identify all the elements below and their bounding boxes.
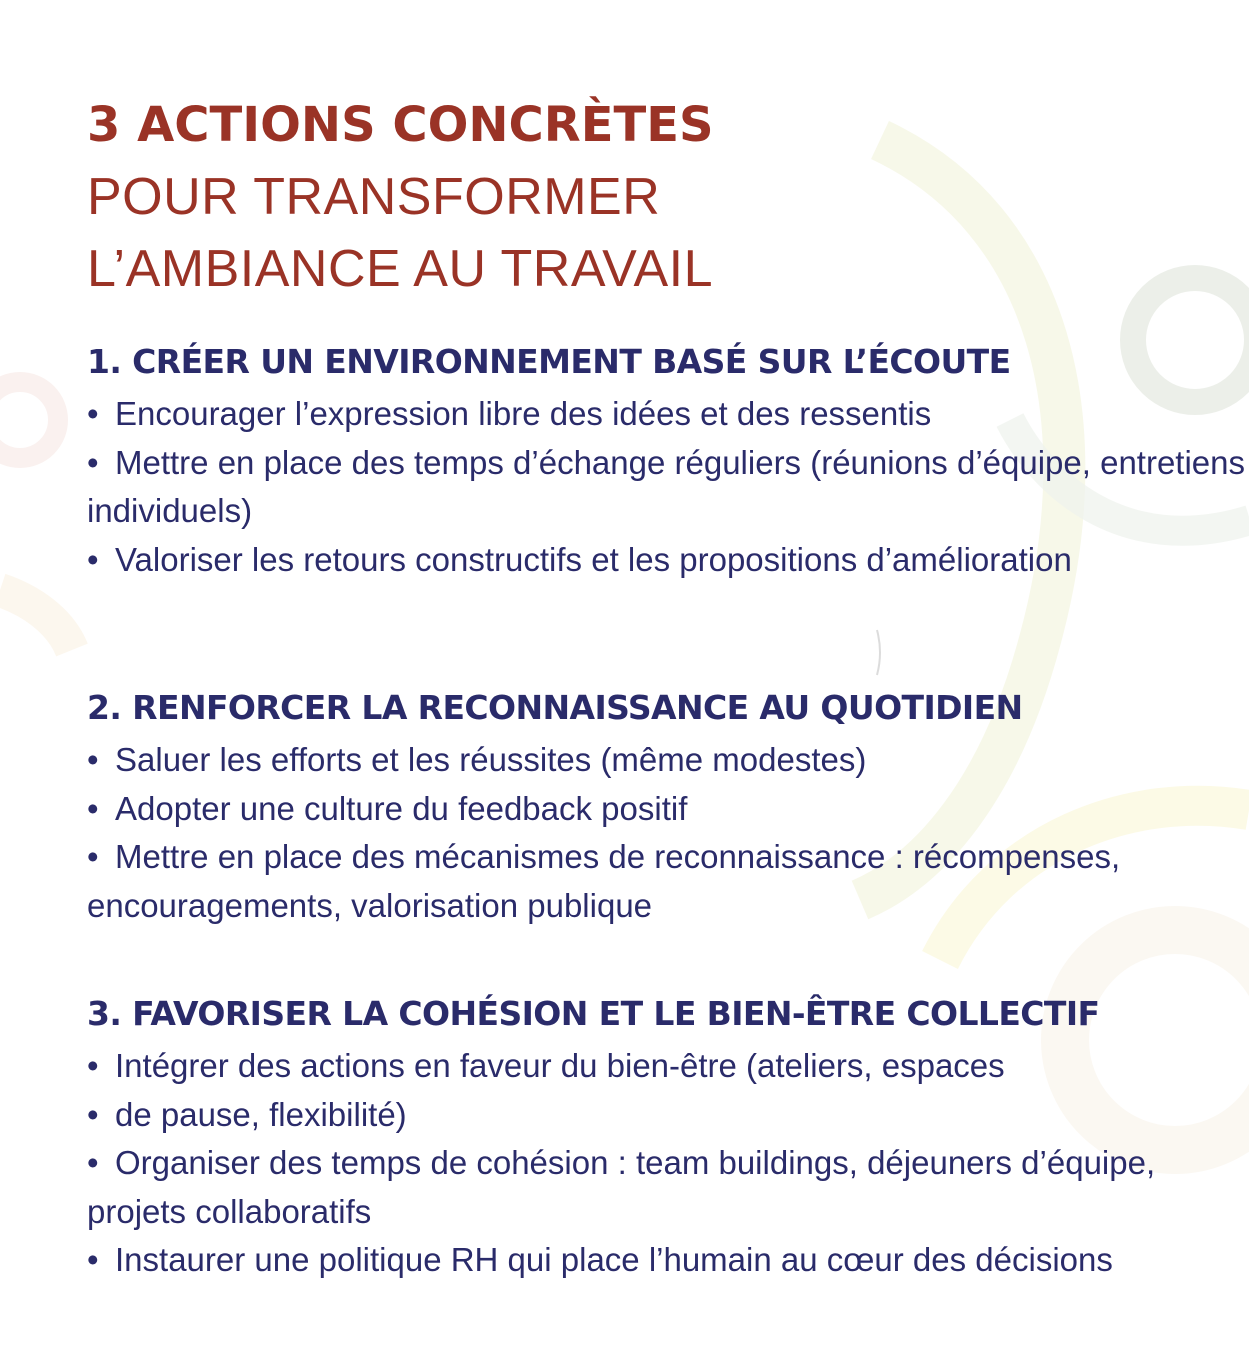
page-title [87, 88, 867, 305]
list-item: • Adopter une culture du feedback positif [87, 785, 1247, 834]
section-1 [87, 340, 1247, 584]
list-item: • Intégrer des actions en faveur du bien-être (ateliers, espaces [87, 1042, 1247, 1091]
section-3 [87, 992, 1247, 1285]
list-item: • Mettre en place des temps d’échange réguliers (réunions d’équipe, entretiens individuels) [87, 439, 1247, 536]
section-heading: 3. FAVORISER LA COHÉSION ET LE BIEN-ÊTRE COLLECTIF [87, 994, 1100, 1033]
list-item: • Instaurer une politique RH qui place l’humain au cœur des décisions [87, 1236, 1247, 1285]
list-item: • Encourager l’expression libre des idées et des ressentis [87, 390, 1247, 439]
list-item: • de pause, flexibilité) [87, 1091, 1247, 1140]
bullet-list [87, 736, 1247, 930]
section-heading: 2. RENFORCER LA RECONNAISSANCE AU QUOTIDIEN [87, 688, 1023, 727]
list-item: • Saluer les efforts et les réussites (même modestes) [87, 736, 1247, 785]
list-item: • Valoriser les retours constructifs et les propositions d’amélioration [87, 536, 1247, 585]
content [87, 88, 1247, 1278]
section-2 [87, 686, 1247, 930]
section-heading: 1. CRÉER UN ENVIRONNEMENT BASÉ SUR L’ÉCOUTE [87, 342, 1011, 381]
title-strong: 3 ACTIONS CONCRÈTES [87, 97, 714, 153]
list-item: • Organiser des temps de cohésion : team buildings, déjeuners d’équipe, projets collaboratifs [87, 1139, 1247, 1236]
title-light: POUR TRANSFORMER L’AMBIANCE AU TRAVAIL [87, 168, 714, 298]
list-item: • Mettre en place des mécanismes de reconnaissance : récompenses, encouragements, valorisation publique [87, 833, 1247, 930]
bullet-list [87, 390, 1247, 584]
bullet-list [87, 1042, 1247, 1285]
